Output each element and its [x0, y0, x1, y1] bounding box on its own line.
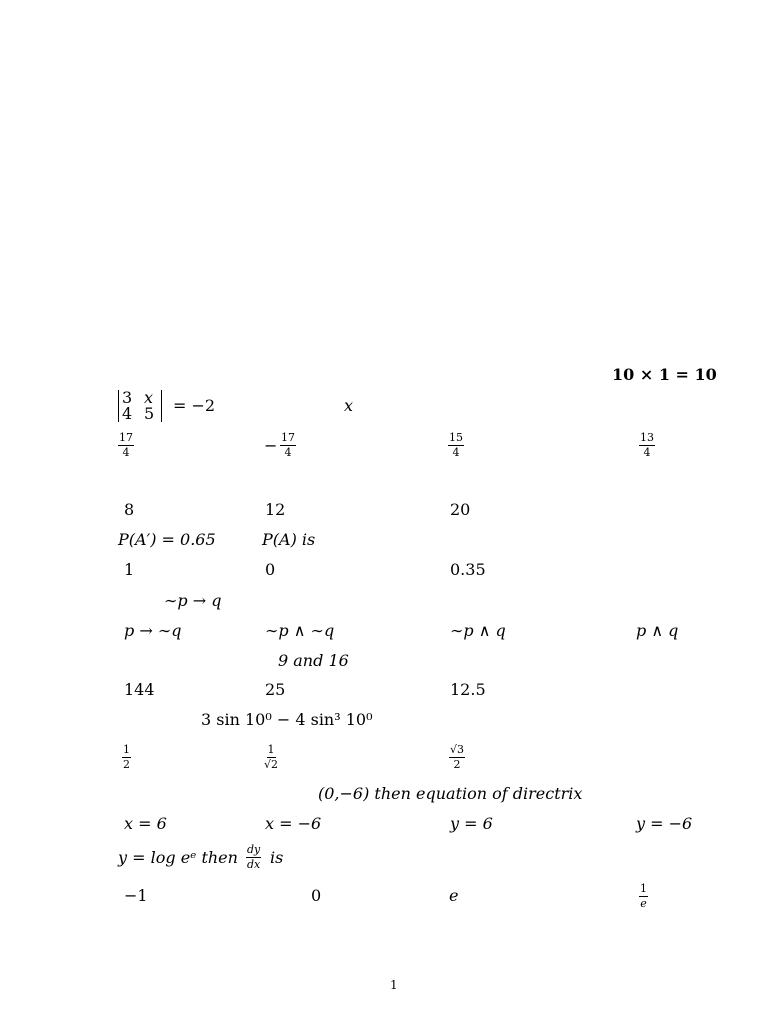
q7-option-d: y = −6 [636, 814, 693, 833]
q8-option-b: 0 [311, 886, 322, 905]
det-d: 5 [144, 404, 155, 423]
q1-variable: x [344, 396, 354, 415]
q8-derivative: $\frac{dy}{dx}$ [247, 843, 261, 871]
q5-given: 9 and 16 [278, 651, 349, 670]
marks-label: 10 × 1 = 10 [612, 365, 717, 384]
q8-option-a: −1 [124, 886, 148, 905]
q8-option-c: e [449, 886, 459, 905]
q7-option-c: y = 6 [450, 814, 493, 833]
q6-option-a: $\frac{1}{2}$ [123, 743, 130, 771]
det-rhs: = −2 [173, 396, 216, 415]
q4-option-a: p → ∼q [124, 621, 182, 640]
q3-option-c: 0.35 [450, 560, 486, 579]
q2-option-b: 12 [265, 500, 286, 519]
q4-option-d: p ∧ q [636, 621, 679, 640]
q7-option-b: x = −6 [265, 814, 322, 833]
det-a: 3 [122, 388, 133, 407]
det-c: 4 [122, 404, 133, 423]
q1-option-b: $\frac{17}{4}$ [281, 431, 295, 459]
q3-option-a: 1 [124, 560, 135, 579]
q8-option-d: $\frac{1}{e}$ [640, 882, 647, 910]
page-number: 1 [390, 978, 398, 992]
q5-option-c: 12.5 [450, 680, 486, 699]
q4-option-c: ∼p ∧ q [450, 621, 506, 640]
q7-given: (0,−6) then equation of directrix [318, 784, 583, 803]
q4-statement: ∼p → q [164, 591, 222, 610]
q2-option-a: 8 [124, 500, 135, 519]
q6-option-c: $\frac{√3}{2}$ [450, 743, 465, 771]
det-b: x [144, 388, 154, 407]
q8-lead: y = log eᵉ then [118, 848, 238, 867]
q3-ask: P(A) is [262, 530, 316, 549]
determinant [118, 390, 162, 422]
q1-option-d: $\frac{13}{4}$ [640, 431, 654, 459]
q1-option-c: $\frac{15}{4}$ [449, 431, 463, 459]
q5-option-a: 144 [124, 680, 155, 699]
q3-given: P(A′) = 0.65 [118, 530, 216, 549]
q8-tail: is [270, 848, 284, 867]
q1-option-a: $\frac{17}{4}$ [119, 431, 133, 459]
q6-option-b: $\frac{1}{√2}$ [264, 743, 279, 771]
q4-option-b: ∼p ∧ ∼q [265, 621, 335, 640]
q2-option-c: 20 [450, 500, 471, 519]
q3-option-b: 0 [265, 560, 276, 579]
q5-option-b: 25 [265, 680, 286, 699]
q6-expression: 3 sin 10⁰ − 4 sin³ 10⁰ [201, 710, 373, 729]
q1-option-b-sign: − [264, 436, 278, 455]
q7-option-a: x = 6 [124, 814, 167, 833]
